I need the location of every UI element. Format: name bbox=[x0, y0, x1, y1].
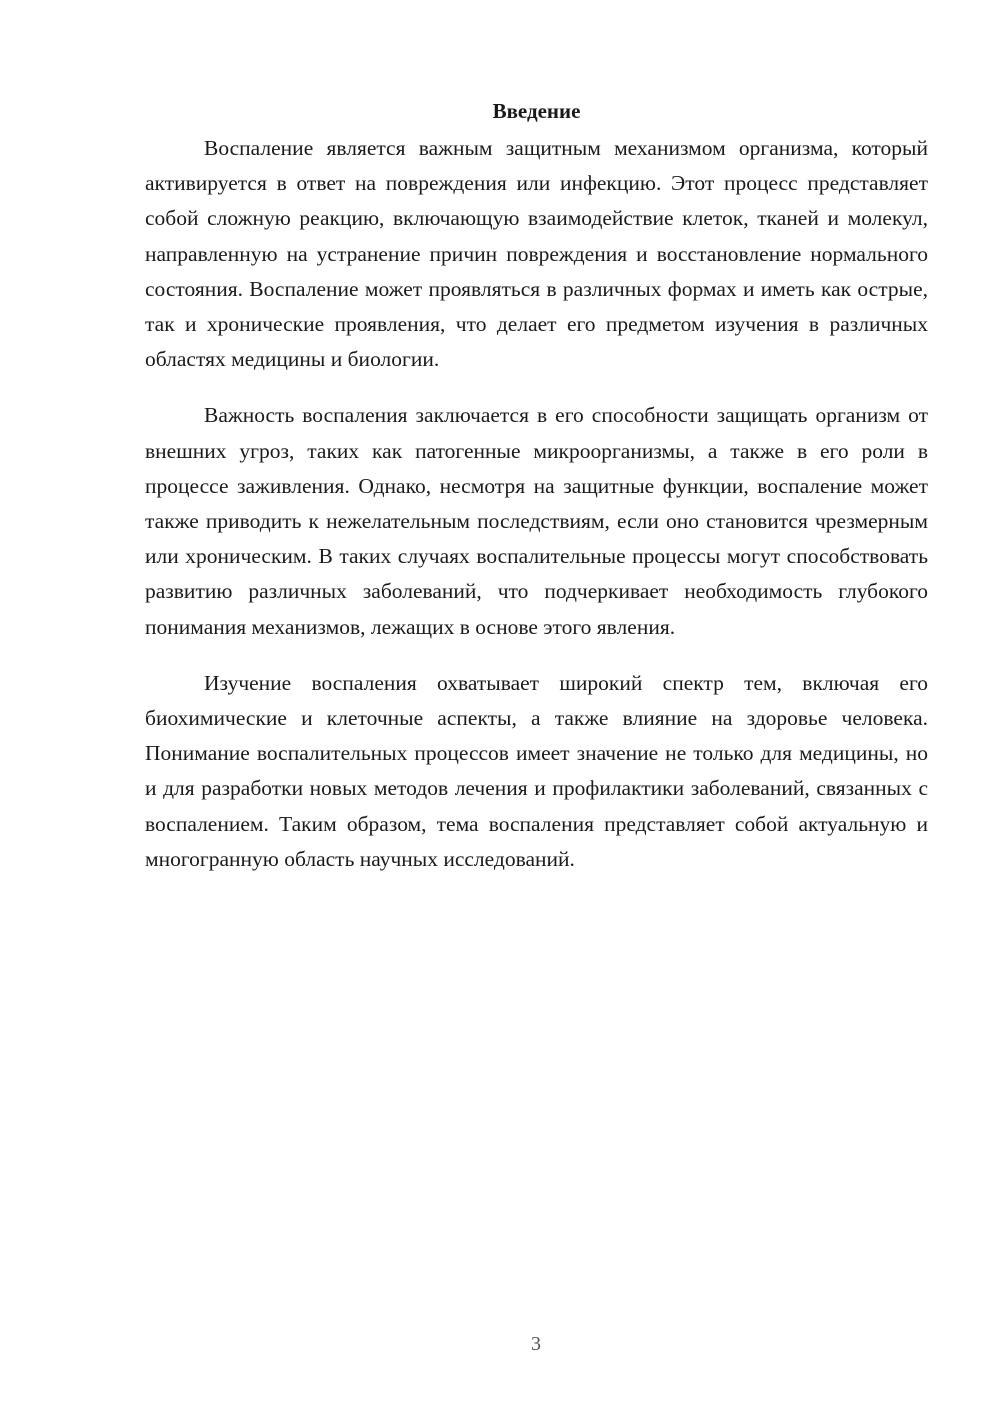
page-content bbox=[145, 96, 928, 898]
paragraph-2: Важность воспаления заключается в его способности защищать организм от внешних угроз, таких как патогенные микроорганизмы, а также в его роли в процессе заживления. Однако, несмотря на защитные функции, воспаление может также приводить к нежелательным последствиям, если оно становится чрезмерным или хроническим. В таких случаях воспалительные процессы могут способствовать развитию различных заболеваний, что подчеркивает необходимость глубокого понимания механизмов, лежащих в основе этого явления. bbox=[145, 403, 928, 639]
paragraph-1: Воспаление является важным защитным механизмом организма, который активируется в ответ на повреждения или инфекцию. Этот процесс представляет собой сложную реакцию, включающую взаимодействие клеток, тканей и молекул, направленную на устранение причин повреждения и восстановление нормального состояния. Воспаление может проявляться в различных формах и иметь как острые, так и хронические проявления, что делает его предметом изучения в различных областях медицины и биологии. bbox=[145, 136, 928, 372]
paragraph-3: Изучение воспаления охватывает широкий спектр тем, включая его биохимические и клеточные аспекты, а также влияние на здоровье человека. Понимание воспалительных процессов имеет значение не только для медицины, но и для разработки новых методов лечения и профилактики заболеваний, связанных с воспалением. Таким образом, тема воспаления представляет собой актуальную и многогранную область научных исследований. bbox=[145, 670, 928, 871]
section-heading: Введение bbox=[492, 99, 581, 123]
page-number: 3 bbox=[531, 1333, 541, 1355]
